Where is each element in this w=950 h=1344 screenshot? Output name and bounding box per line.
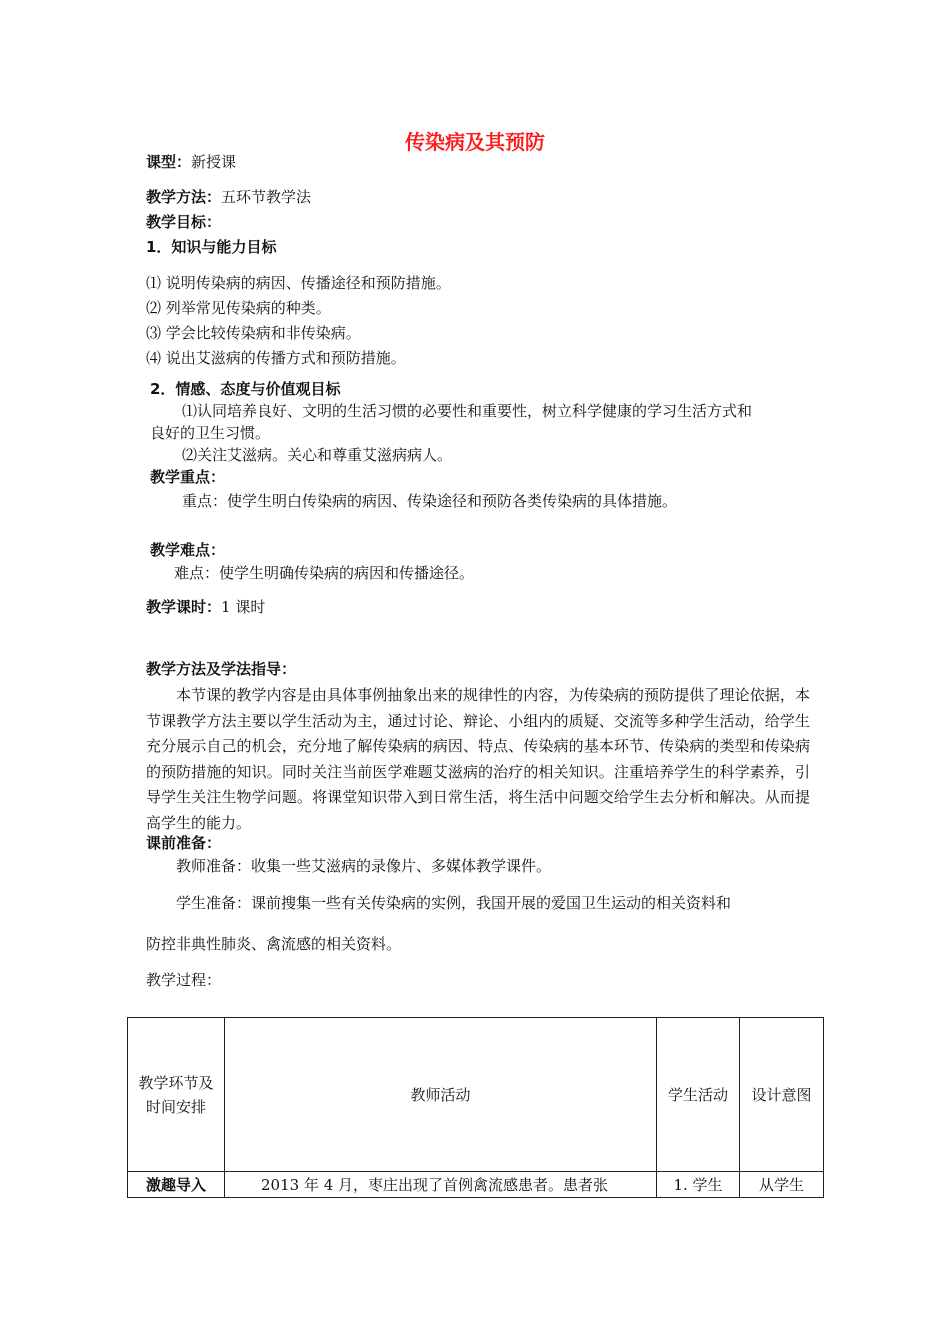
process-label: 教学过程：: [146, 971, 222, 989]
method-line: [146, 187, 311, 207]
table-header-row: [128, 1018, 824, 1172]
guidance-text: 本节课的教学内容是由具体事例抽象出来的规律性的内容，为传染病的预防提供了理论依据，本节课教学方法主要以学生活动为主，通过讨论、辩论、小组内的质疑、交流等多种学生活动，给学生充分展示自己的机会，充分地了解传染病的病因、特点、传染病的基本环节、传染病的类型和传染病的预防措施的知识。同时关注当前医学难题艾滋病的治疗的相关知识。注重培养学生的科学素养，引导学生关注生物学问题。将课堂知识带入到日常生活，将生活中问题交给学生去分析和解决。从而提高学生的能力。: [146, 686, 810, 832]
guidance-paragraph: [146, 683, 810, 836]
knowledge-item-3: ⑶ 学会比较传染病和非传染病。: [146, 324, 361, 342]
emotion-heading: 2．情感、态度与价值观目标: [150, 380, 341, 398]
emotion-item-2: ⑵关注艾滋病。关心和尊重艾滋病病人。: [182, 446, 453, 464]
prep-label: 课前准备：: [146, 834, 222, 852]
knowledge-heading: 1．知识与能力目标: [146, 238, 277, 256]
hours-line: [146, 597, 265, 617]
difficulty-text: 难点：使学生明确传染病的病因和传播途径。: [174, 564, 475, 582]
header-design-intent: 设计意图: [740, 1018, 824, 1172]
row1-teacher-activity: 2013 年 4 月，枣庄出现了首例禽流感患者。患者张: [225, 1172, 657, 1198]
page-title: 传染病及其预防: [405, 130, 545, 154]
knowledge-item-4: ⑷ 说出艾滋病的传播方式和预防措施。: [146, 349, 406, 367]
method-label: 教学方法：: [146, 188, 222, 206]
emotion-item-1-line-1: ⑴认同培养良好、文明的生活习惯的必要性和重要性，树立科学健康的学习生活方式和: [182, 402, 753, 420]
hours-label: 教学课时：: [146, 598, 222, 616]
process-table: [127, 1017, 824, 1198]
header-student-activity: 学生活动: [657, 1018, 740, 1172]
prep-teacher: 教师准备：收集一些艾滋病的录像片、多媒体教学课件。: [176, 857, 552, 875]
difficulty-label: 教学难点：: [150, 541, 226, 559]
key-point-text: 重点：使学生明白传染病的病因、传染途径和预防各类传染病的具体措施。: [182, 492, 678, 510]
guidance-label: 教学方法及学法指导：: [146, 660, 297, 678]
emotion-item-1-line-2: 良好的卫生习惯。: [150, 424, 271, 442]
lesson-type-value: 新授课: [191, 153, 237, 171]
row1-stage: 激趣导入: [128, 1172, 225, 1198]
prep-student-line-2: 防控非典性肺炎、禽流感的相关资料。: [146, 935, 402, 953]
row1-student-activity: 1. 学生: [657, 1172, 740, 1198]
prep-student-line-1: 学生准备：课前搜集一些有关传染病的实例，我国开展的爱国卫生运动的相关资料和: [176, 894, 732, 912]
table-row: [128, 1172, 824, 1198]
lesson-type-label: 课型：: [146, 153, 192, 171]
method-value: 五环节教学法: [221, 188, 312, 206]
hours-value: 1 课时: [221, 598, 266, 616]
row1-design-intent: 从学生: [740, 1172, 824, 1198]
header-stage: 教学环节及时间安排: [128, 1018, 225, 1172]
lesson-type-line: [146, 152, 236, 172]
knowledge-item-2: ⑵ 列举常见传染病的种类。: [146, 299, 331, 317]
knowledge-item-1: ⑴ 说明传染病的病因、传播途径和预防措施。: [146, 274, 451, 292]
key-point-label: 教学重点：: [150, 468, 226, 486]
header-teacher-activity: 教师活动: [225, 1018, 657, 1172]
objectives-label: 教学目标：: [146, 213, 222, 231]
